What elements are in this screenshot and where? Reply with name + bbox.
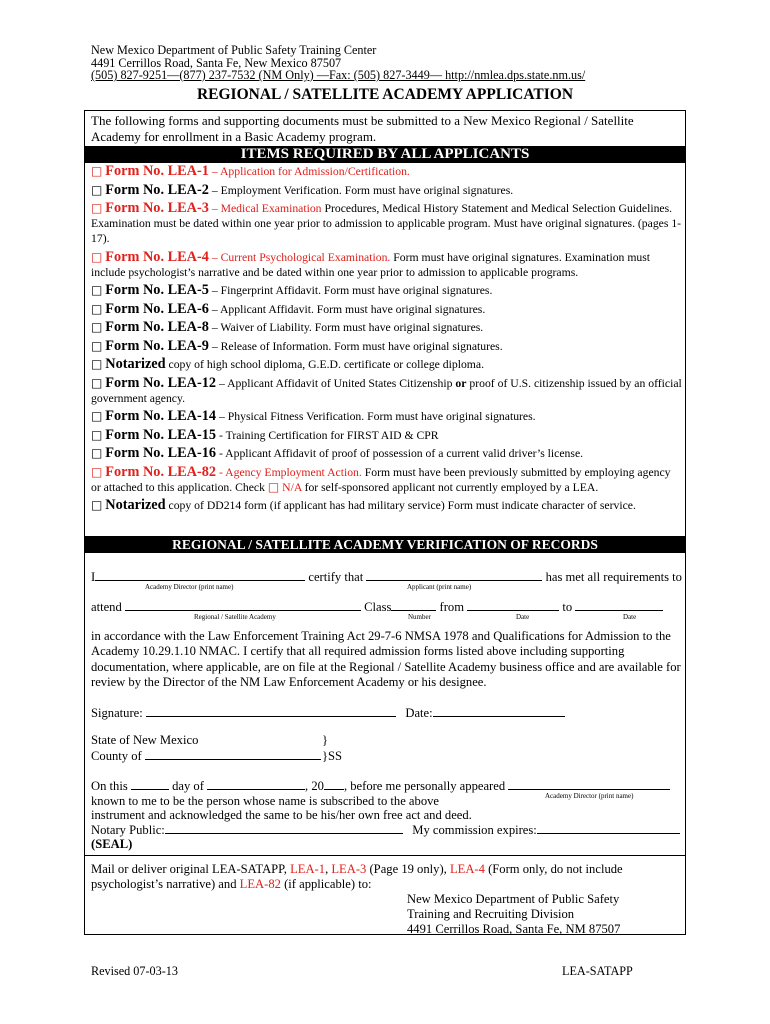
separator: – [208,339,221,353]
item-description: Applicant Affidavit. Form must have original signatures. [219,302,486,316]
item-description: copy of high school diploma, G.E.D. certificate or college diploma. [168,358,485,371]
org-address: 4491 Cerrillos Road, Santa Fe, New Mexico 87507 [91,55,342,70]
na-label: N/A [282,480,302,494]
checkbox-icon[interactable]: □ [91,464,103,479]
required-item [91,446,683,461]
brace-1: } [322,733,329,747]
separator: – [208,183,221,197]
required-item [91,357,683,372]
academy-field[interactable] [125,600,361,611]
item-description: Procedures, Medical History Statement and Medical Selection Guidelines. Examination must be dated within one year prior to admission to applicable program. Must have original signatures. (pages 1-17). [91,202,682,245]
item-description: Applicant Affidavit of proof of possession of a current valid driver’s license. [225,447,584,460]
checkbox-icon[interactable]: □ [91,201,103,215]
state-label: State of New Mexico [91,733,199,747]
notary-public-field[interactable] [165,823,403,834]
items-heading: ITEMS REQUIRED BY ALL APPLICANTS [85,146,685,163]
separator: – [208,250,221,264]
required-item [91,183,683,198]
form-number: Form No. LEA-12 [105,374,217,391]
item-highlight: Current Psychological Examination. [220,250,391,264]
required-item [91,339,683,354]
checkbox-icon[interactable]: □ [91,320,103,334]
county-line: County of [91,749,321,764]
revised-date: Revised 07-03-13 [91,964,178,978]
verification-heading: REGIONAL / SATELLITE ACADEMY VERIFICATION OF RECORDS [85,536,685,553]
separator: – [208,321,221,334]
required-item [91,376,683,406]
class-number-field[interactable] [391,600,436,611]
notary-line-2: known to me to be the person whose name is subscribed to the above [91,794,440,808]
day-field[interactable] [131,779,169,790]
required-item [91,498,683,513]
form-number: Notarized [105,497,166,513]
checkbox-icon[interactable]: □ [91,338,103,353]
item-highlight: Application for Admission/Certification. [219,165,410,178]
signature-line: Signature: Date: [91,706,565,721]
mail-address-3: 4491 Cerrillos Road, Santa Fe, NM 87507 [407,922,621,936]
commission-expires-field[interactable] [537,823,680,834]
item-description-cont: proof of U.S. citizenship issued by an official government agency. [91,376,682,405]
checkbox-icon[interactable]: □ [91,357,103,371]
required-item [91,320,683,335]
required-items-list [91,164,683,513]
year-field[interactable] [324,779,344,790]
separator: – [216,410,228,423]
checkbox-icon[interactable]: □ [91,182,103,197]
form-number: Form No. LEA-6 [105,300,209,317]
form-number: Form No. LEA-15 [105,426,217,443]
form-number: Form No. LEA-14 [105,408,217,424]
number-caption: Number [408,613,431,621]
separator: - [216,465,226,479]
form-number: Form No. LEA-4 [105,248,209,265]
checkbox-icon[interactable]: □ [91,301,103,316]
page-title: REGIONAL / SATELLITE ACADEMY APPLICATION [196,86,574,103]
appeared-name-field[interactable] [508,779,670,790]
form-number: Form No. LEA-1 [105,163,209,179]
required-item [91,283,683,298]
item-description: Applicant Affidavit of United States Citizenship [227,376,453,390]
academy-director-caption: Academy Director (print name) [145,583,234,591]
mail-address-2: Training and Recruiting Division [407,907,575,921]
item-description: Training Certification for FIRST AID & CPR [225,428,439,442]
item-description: Employment Verification. Form must have original signatures. [220,183,514,197]
signature-date-field[interactable] [433,706,565,717]
form-number: Notarized [105,356,166,372]
from-date-field[interactable] [467,600,559,611]
form-number: Form No. LEA-2 [105,181,209,198]
checkbox-icon[interactable]: □ [91,283,103,297]
checkbox-icon[interactable]: □ [91,409,103,423]
divider [85,855,685,856]
letterhead [91,44,585,82]
form-code: LEA-SATAPP [562,964,633,978]
mail-instructions: Mail or deliver original LEA-SATAPP, LEA-1, LEA-3 (Page 19 only), LEA-4 (Form only, do not include psychologist’s narrative) and LEA-82 (if applicable) to: [91,862,623,892]
mail-address-1: New Mexico Department of Public Safety [407,892,620,906]
form-number: Form No. LEA-3 [105,200,209,216]
separator: - [216,447,226,460]
county-field[interactable] [145,749,321,760]
form-number: Form No. LEA-8 [105,319,209,335]
checkbox-icon[interactable]: □ [91,498,103,512]
form-number: Form No. LEA-82 [105,463,217,480]
certification-text: in accordance with the Law Enforcement Training Act 29-7-6 NMSA 1978 and Qualifications for Admission to the Academy 10.29.1.10 NMAC. I certify that all required admission forms listed above including supporting documentation, where applicable, are on file at the Regional / Satellite Academy business office and are available for review by the Director of the NM Law Enforcement Academy or his designee. [91,629,681,689]
separator: – [208,284,221,297]
item-highlight: Medical Examination [220,202,322,215]
separator: – [208,302,220,316]
separator: - [216,428,226,442]
separator: – [208,165,220,178]
item-description: Release of Information. Form must have original signatures. [220,339,503,353]
intro-text: The following forms and supporting documents must be submitted to a New Mexico Regional / Satellite Academy for enrollment in a Basic Academy program. [91,113,634,144]
required-item [91,409,683,424]
required-item [91,250,683,280]
required-item [91,201,683,246]
appeared-caption: Academy Director (print name) [545,792,634,800]
verification-line-2: attend Class from to [91,600,663,615]
required-item [91,302,683,317]
seal-label: (SEAL) [91,837,133,851]
month-field[interactable] [207,779,305,790]
academy-caption: Regional / Satellite Academy [194,613,276,621]
item-description: Waiver of Liability. Form must have original signatures. [220,321,484,334]
form-number: Form No. LEA-9 [105,337,209,354]
applicant-name-field[interactable] [366,570,542,581]
checkbox-icon[interactable]: □ [91,427,103,442]
item-description: copy of DD214 form (if applicant has had military service) Form must indicate character of service. [168,499,636,512]
org-name: New Mexico Department of Public Safety Training Center [91,43,377,57]
required-item [91,428,683,443]
separator: – [208,202,221,215]
to-date-caption: Date [623,613,637,621]
signature-field[interactable] [146,706,396,717]
form-number: Form No. LEA-5 [105,282,209,298]
notary-line-1: On this day of , 20 , before me personally appeared [91,779,670,794]
item-description: Form must have original signatures. Examination must include psychologist’s narrative and be dated within one year prior to admission to applicable programs. [91,250,651,279]
from-date-caption: Date [516,613,530,621]
item-description: Physical Fitness Verification. Form must have original signatures. [227,410,536,423]
item-description: Fingerprint Affidavit. Form must have original signatures. [220,284,493,297]
notary-line-3: instrument and acknowledged the same to be his/her own free act and deed. [91,808,472,822]
na-checkbox-icon[interactable]: □ [267,479,280,494]
item-description: Form must have been previously submitted by employing agency or attached to this application. Check [91,465,671,494]
separator: – [216,376,228,390]
to-date-field[interactable] [575,600,663,611]
checkbox-icon[interactable]: □ [91,446,103,460]
checkbox-icon[interactable]: □ [91,249,103,264]
item-emphasis: or [455,376,467,390]
checkbox-icon[interactable]: □ [91,164,103,178]
checkbox-icon[interactable]: □ [91,375,103,390]
academy-director-field[interactable] [95,570,305,581]
item-highlight: Agency Employment Action. [225,465,362,479]
notary-public-line: Notary Public: My commission expires: [91,823,680,838]
required-item [91,465,683,495]
brace-ss: }SS [322,749,343,763]
required-item [91,164,683,179]
applicant-caption: Applicant (print name) [407,583,472,591]
item-description-cont: for self-sponsored applicant not currently employed by a LEA. [301,480,599,494]
verification-line-1: I certify that has met all requirements to [91,570,682,584]
contact-line-link[interactable]: (505) 827-9251—(877) 237-7532 (NM Only) —Fax: (505) 827-3449— http://nmlea.dps.state.nm.us/ [91,68,586,82]
form-number: Form No. LEA-16 [105,445,217,461]
